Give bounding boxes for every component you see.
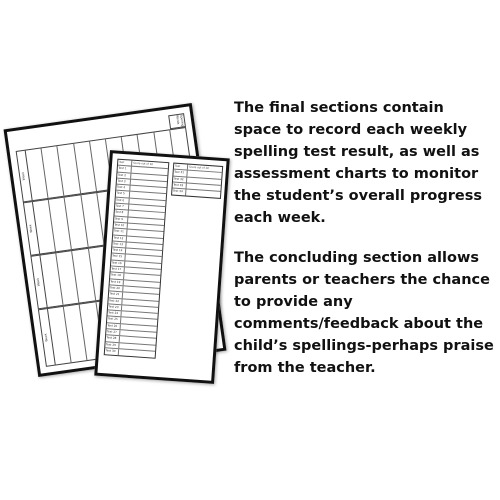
front-worksheet-content bbox=[103, 159, 221, 376]
test-label: Test 25 bbox=[107, 317, 121, 323]
test-label: Test 31 bbox=[173, 170, 187, 176]
test-label: Test 20 bbox=[109, 285, 123, 291]
test-label: Test 9 bbox=[114, 216, 128, 222]
test-label: Test 22 bbox=[108, 298, 122, 304]
test-label: Test 16 bbox=[111, 260, 125, 266]
description-text-block bbox=[234, 97, 496, 379]
test-label: Test 7 bbox=[115, 204, 129, 210]
test-label: Test 28 bbox=[106, 336, 120, 342]
test-label: Test 29 bbox=[105, 342, 119, 348]
table-header-cell: Score out of 10 bbox=[133, 161, 154, 167]
test-label: Test 30 bbox=[105, 348, 119, 355]
table-header-cell: Test bbox=[174, 164, 188, 170]
week-tag: Week bbox=[35, 277, 41, 287]
test-label: Test 2 bbox=[117, 172, 131, 178]
test-label: Test 12 bbox=[113, 235, 127, 241]
test-label: Test 11 bbox=[113, 229, 127, 235]
back-header-tag: Spelling Words bbox=[168, 113, 186, 129]
test-label: Test 14 bbox=[112, 248, 126, 254]
test-label: Test 1 bbox=[118, 166, 132, 172]
test-label: Test 24 bbox=[107, 310, 121, 316]
test-label: Test 19 bbox=[110, 279, 124, 285]
test-label: Test 34 bbox=[172, 189, 186, 196]
table-header-cell: Test bbox=[118, 160, 132, 166]
test-label: Test 5 bbox=[116, 191, 130, 197]
test-score-table-right bbox=[171, 163, 223, 200]
test-label: Test 33 bbox=[173, 182, 187, 188]
score-cell bbox=[118, 349, 155, 358]
test-label: Test 27 bbox=[106, 329, 120, 335]
test-label: Test 3 bbox=[117, 179, 131, 185]
test-label: Test 4 bbox=[116, 185, 130, 191]
table-header-cell: Score out of 10 bbox=[188, 165, 209, 171]
score-cell bbox=[186, 190, 221, 199]
description-paragraph: The final sections contain space to record each weekly spelling test result, as well as assessment charts to monitor the student’s overall progress each week. bbox=[234, 100, 482, 226]
test-label: Test 13 bbox=[112, 241, 126, 247]
test-label: Test 21 bbox=[109, 292, 123, 298]
week-tag: Week bbox=[20, 171, 26, 181]
test-label: Test 26 bbox=[107, 323, 121, 329]
week-tag: Week bbox=[43, 333, 49, 342]
test-label: Test 8 bbox=[114, 210, 128, 216]
week-tag: Week bbox=[28, 224, 34, 233]
test-score-table-left bbox=[104, 159, 170, 359]
test-label: Test 32 bbox=[173, 176, 187, 182]
test-label: Test 23 bbox=[108, 304, 122, 310]
description-paragraph: The concluding section allows parents or teachers the chance to provide any comments/feedback about the child’s spellings-perhaps praise from the teacher. bbox=[234, 250, 494, 376]
test-label: Test 17 bbox=[111, 266, 125, 272]
front-worksheet-image bbox=[94, 150, 229, 384]
test-label: Test 15 bbox=[111, 254, 125, 260]
test-label: Test 10 bbox=[114, 223, 128, 229]
test-label: Test 6 bbox=[115, 197, 129, 203]
test-label: Test 18 bbox=[110, 273, 124, 279]
